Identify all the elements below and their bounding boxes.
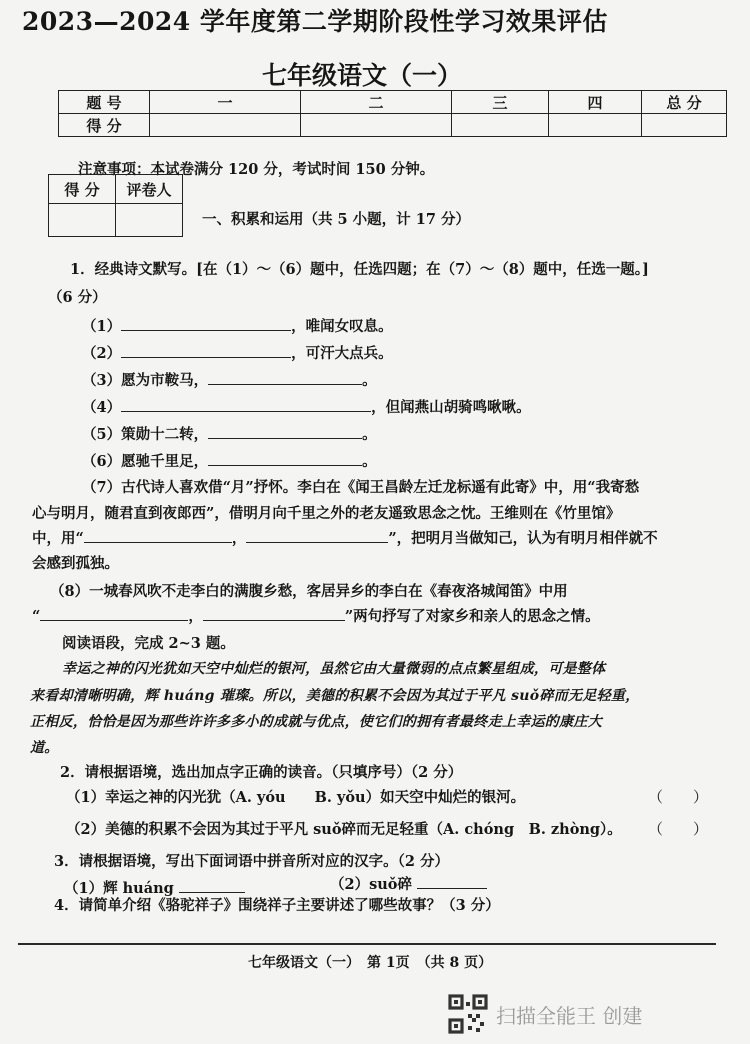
q1-7-line-1: （7）古代诗人喜欢借“月”抒怀。李白在《闻王昌龄左迁龙标遥有此寄》中，用“我寄愁 xyxy=(82,479,640,496)
q1-8-line-2 xyxy=(32,605,600,626)
answer-blank[interactable] xyxy=(84,527,232,543)
exam-subtitle: 七年级语文（一） xyxy=(262,61,463,90)
item-text: （2）suǒ碎 xyxy=(330,876,412,893)
score-field-1[interactable] xyxy=(150,114,301,137)
cell-section-4: 四 xyxy=(549,91,642,114)
q4-stem: 4．请简单介绍《骆驼祥子》围绕祥子主要讲述了哪些故事？（3 分） xyxy=(54,897,500,914)
q1-item-1 xyxy=(82,315,393,336)
answer-blank[interactable] xyxy=(121,342,291,358)
item-text: 。 xyxy=(362,372,377,389)
q1-item-3 xyxy=(82,369,377,390)
q1-item-6 xyxy=(82,450,377,471)
score-field-2[interactable] xyxy=(301,114,452,137)
item-number: （1） xyxy=(82,318,122,335)
score-table-score-row xyxy=(59,114,727,137)
cell-section-1: 一 xyxy=(150,91,301,114)
grader-score-field[interactable] xyxy=(49,204,116,237)
q3-stem: 3．请根据语境，写出下面词语中拼音所对应的汉字。（2 分） xyxy=(54,853,449,870)
score-table xyxy=(58,90,727,137)
q1-item-2 xyxy=(82,342,393,363)
answer-blank[interactable] xyxy=(40,605,188,621)
score-field-total[interactable] xyxy=(642,114,727,137)
text-segment: ”，把明月当做知己，认为有明月相伴就不 xyxy=(388,530,658,547)
item-text: ，唯闻女叹息。 xyxy=(291,318,393,335)
cell-question-number-label: 题 号 xyxy=(59,91,150,114)
page-footer: 七年级语文（一） 第 1页 （共 8 页） xyxy=(248,955,493,971)
q1-item-4 xyxy=(82,396,531,417)
text-segment: ， xyxy=(188,608,203,625)
q1-7-line-2: 心与明月，随君直到夜郎西”，借明月向千里之外的老友遥致思念之忱。王维则在《竹里馆》 xyxy=(32,505,621,522)
q1-item-5 xyxy=(82,423,377,444)
item-number: （6）愿驰千里足， xyxy=(82,453,209,470)
q3-item-2 xyxy=(330,873,487,894)
item-text: ，可汗大点兵。 xyxy=(291,345,393,362)
item-text: 。 xyxy=(362,426,377,443)
passage-line-1: 幸运之神的闪光犹如天空中灿烂的银河，虽然它由大量微弱的点点繁星组成，可是整体 xyxy=(62,661,606,677)
q2-option-2: （2）美德的积累不会因为其过于平凡 suǒ碎而无足轻重（A. chóng B. zhòng）。 xyxy=(66,821,622,838)
score-field-3[interactable] xyxy=(452,114,549,137)
score-table-header-row xyxy=(59,91,727,114)
answer-blank[interactable] xyxy=(246,527,388,543)
q2-stem: 2．请根据语境，选出加点字正确的读音。（只填序号）（2 分） xyxy=(60,764,463,781)
passage-line-3: 正相反，恰恰是因为那些许许多多小的成就与优点，使它们的拥有者最终走上幸运的康庄大 xyxy=(30,714,602,730)
item-text: （1）辉 huáng xyxy=(64,880,174,897)
item-number: （2） xyxy=(82,345,122,362)
passage-line-4: 道。 xyxy=(30,740,59,756)
watermark-text: 扫描全能王 创建 xyxy=(496,1003,643,1028)
reading-intro: 阅读语段，完成 2~3 题。 xyxy=(62,635,235,652)
q1-8-line-1: （8）一城春风吹不走李白的满腹乡愁，客居异乡的李白在《春夜洛城闻笛》中用 xyxy=(50,583,568,600)
item-number: （3）愿为市鞍马， xyxy=(82,372,209,389)
answer-blank[interactable] xyxy=(208,423,362,439)
section-heading: 一、积累和运用（共 5 小题，计 17 分） xyxy=(202,211,470,228)
q1-points: （6 分） xyxy=(48,289,107,306)
text-segment: “ xyxy=(32,608,41,625)
notice-text: 注意事项：本试卷满分 120 分，考试时间 150 分钟。 xyxy=(78,161,435,178)
grader-name-field[interactable] xyxy=(116,204,183,237)
item-number: （5）策勋十二转， xyxy=(82,426,209,443)
answer-blank[interactable] xyxy=(179,877,245,893)
cell-total-label: 总 分 xyxy=(642,91,727,114)
grader-name-label: 评卷人 xyxy=(116,175,183,204)
q1-stem: 1．经典诗文默写。[在（1）～（6）题中，任选四题；在（7）～（8）题中，任选一题。] xyxy=(70,261,649,278)
cell-score-label: 得 分 xyxy=(59,114,150,137)
q2-answer-box-2[interactable]: （ ） xyxy=(648,820,709,838)
answer-blank[interactable] xyxy=(121,396,371,412)
q1-7-line-4: 会感到孤独。 xyxy=(32,555,119,572)
answer-blank[interactable] xyxy=(121,315,291,331)
grader-table xyxy=(48,174,183,237)
cell-section-2: 二 xyxy=(301,91,452,114)
answer-blank[interactable] xyxy=(417,873,487,889)
passage-line-2: 来看却清晰明确，辉 huáng 璀璨。所以，美德的积累不会因为其过于平凡 suǒ碎而无足轻重， xyxy=(30,688,640,704)
score-field-4[interactable] xyxy=(549,114,642,137)
text-segment: 中，用“ xyxy=(32,530,84,547)
q2-answer-box-1[interactable]: （ ） xyxy=(648,788,709,806)
item-text: 。 xyxy=(362,453,377,470)
text-segment: ， xyxy=(231,530,247,547)
cell-section-3: 三 xyxy=(452,91,549,114)
grader-score-label: 得 分 xyxy=(49,175,116,204)
text-segment: ”两句抒写了对家乡和亲人的思念之情。 xyxy=(344,608,600,625)
answer-blank[interactable] xyxy=(208,369,362,385)
footer-rule xyxy=(18,943,716,945)
q1-7-line-3 xyxy=(32,527,658,548)
exam-title: 2023—2024 学年度第二学期阶段性学习效果评估 xyxy=(22,7,608,36)
answer-blank[interactable] xyxy=(208,450,362,466)
qr-code-icon xyxy=(448,994,488,1034)
item-number: （4） xyxy=(82,399,122,416)
q2-option-1: （1）幸运之神的闪光犹（A. yóu B. yǒu）如天空中灿烂的银河。 xyxy=(66,789,526,806)
item-text: ，但闻燕山胡骑鸣啾啾。 xyxy=(371,399,531,416)
answer-blank[interactable] xyxy=(203,605,345,621)
scanner-watermark xyxy=(448,994,642,1034)
